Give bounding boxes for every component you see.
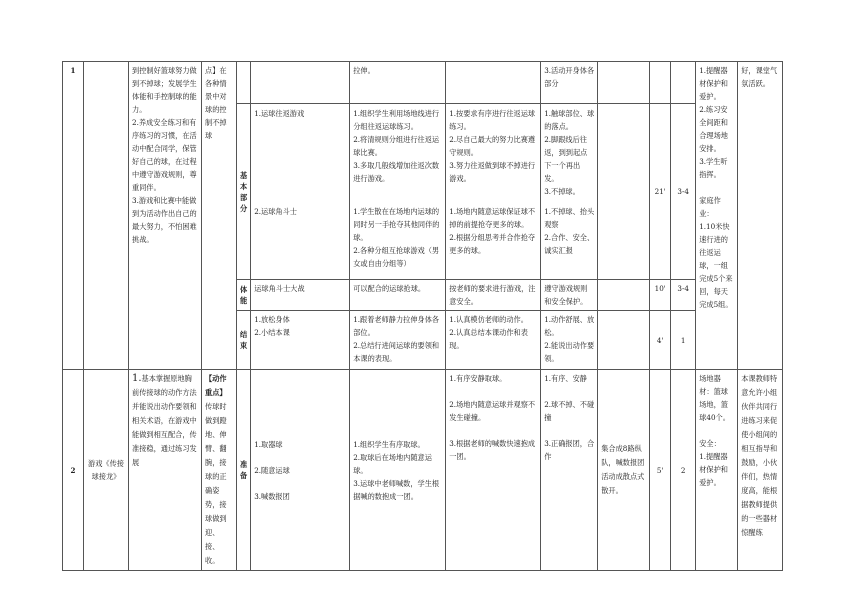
lesson-title-cell — [84, 62, 129, 370]
student-activity-top — [446, 62, 541, 104]
fitness-intensity: 3-4 — [671, 280, 696, 311]
phase-end-label: 结 束 — [237, 311, 251, 370]
basic-content-1: 1.运球往返游戏 — [254, 109, 305, 118]
basic-intensity: 3-4 — [671, 104, 696, 280]
key-point: 点】在各种情景中对球的控制不掉球 — [202, 62, 237, 370]
fitness-content: 运球角斗士大战 — [251, 280, 350, 311]
basic-req-1: 1.触球部位、球的落点。 2.脚跟线后往返，到到起点下一个再出发。 3.不掉球。 — [544, 109, 595, 196]
intensity-top — [671, 62, 696, 104]
key-point-2-label: 【动作重点】 — [205, 374, 227, 397]
phase-basic-label: 基 本 部 分 — [237, 104, 251, 280]
end-time: 4' — [650, 311, 671, 370]
prep-teacher: 1.组织学生有序取球。 2.取球后在场地内随意运球。 3.运球中老师喊数，学生根据喊的数抱成一团。 — [350, 370, 446, 571]
lesson-title-2: 游戏《传接球接龙》 — [84, 370, 129, 571]
prep-organization: 集合成8路纵队，喊数报团活动成散点式散开。 — [598, 370, 650, 571]
end-content: 1.放松身体 2.小结本课 — [251, 311, 350, 370]
phase-prep-label: 准 备 — [237, 370, 251, 571]
fitness-time: 10' — [650, 280, 671, 311]
phase-fitness-label: 体 能 — [237, 280, 251, 311]
lesson-goals-2 — [129, 370, 202, 571]
fitness-req: 遵守游戏规则和安全保护。 — [541, 280, 598, 311]
prep-intensity: 2 — [671, 370, 696, 571]
fitness-student: 按老师的要求进行游戏，注意安全。 — [446, 280, 541, 311]
end-req: 1.动作舒展、放松。 2.能说出动作要领。 — [541, 311, 598, 370]
basic-student-2: 1.场地内随意运球保证球不掉的前提抢夺更多的球。 2.根据分组思考并合作抢夺更多的球。 — [449, 207, 536, 255]
requirement-top: 3.活动开身体各部分 — [541, 62, 598, 104]
basic-req-2: 1.不掉球、抬头观察 2.合作、安全、诚实汇报 — [544, 207, 595, 255]
prep-student: 1.有序安静取球。 2.场地内随意运球并观察不发生碰撞。 3.根据老师的喊数快速抱成一团。 — [446, 370, 541, 571]
goals-2-index: 1. — [132, 373, 142, 384]
end-organization — [598, 311, 650, 370]
lesson-number-2: 2 — [63, 370, 84, 571]
prep-time: 5' — [650, 370, 671, 571]
prep-req: 1.有序、安静 2.球不掉、不碰撞 3.正确报团，合作 — [541, 370, 598, 571]
lesson-goals: 到控制好篮球努力做到不掉球；发展学生体能和手控制球的能力。 2.养成安全练习和有序练习的习惯，在活动中配合同学，保管好自己的球，在过程中遵守游戏规则，尊重同伴。 3.游戏和比赛中能做到为活动作出自己的最大努力，不怕困难挑战。 — [129, 62, 202, 370]
organization-top — [598, 62, 650, 104]
key-point-2-text: 传球时做到蹬地、伸臂、翻腕，接球的正确姿势，接球做到迎、接、收。 — [205, 402, 227, 565]
teacher-activity-top: 拉伸。 — [350, 62, 446, 104]
time-top — [650, 62, 671, 104]
basic-organization — [598, 104, 650, 280]
lesson-plan-table — [62, 61, 837, 571]
basic-time: 21' — [650, 104, 671, 280]
teaching-reflection-2: 本课教师特意允许小组伙伴共同行进练习来促使小组间的相互指导和鼓励，小伙伴们，热情度高，能根据教师提供的一些器材惊醒练 — [738, 370, 783, 571]
fitness-organization — [598, 280, 650, 311]
end-student: 1.认真模仿老师的动作。 2.认真总结本课动作和表现。 — [446, 311, 541, 370]
basic-content-2: 2.运球角斗士 — [254, 207, 297, 216]
end-intensity: 1 — [671, 311, 696, 370]
teaching-reflection: 好，课堂气氛活跃。 — [738, 62, 783, 370]
prep-content: 1.取器球 2.随意运球 3.喊数报团 — [251, 370, 350, 571]
end-teacher: 1.跟着老师静力拉伸身体各部位。 2.总结行进间运球的要领和本课的表现。 — [350, 311, 446, 370]
lesson-number: 1 — [63, 62, 84, 370]
content-cell-top — [251, 62, 350, 104]
basic-teacher-2: 1.学生散在在场地内运球的同时另一手抢夺其他同伴的球。 2.各种分组互抢球游戏（男女或自由分组等） — [353, 207, 440, 268]
key-point-2 — [202, 370, 237, 571]
fitness-teacher: 可以配合的运球抢球。 — [350, 280, 446, 311]
basic-teacher-1: 1.组织学生利用场地线进行分组往返运球练习。 2.将清规则分组进行往返运球比赛。 3.多取几般线增加往返次数进行游戏。 — [353, 109, 440, 183]
teaching-notes-2: 场地器材：篮球场地，篮球40个。 安全： 1.提醒器材保护和爱护。 — [696, 370, 738, 571]
goals-2-text: 基本掌握原地胸前传接球的动作方法并能说出动作要领和相关术语，在游戏中能做到相互配合，传准接稳，通过练习发展 — [132, 374, 197, 467]
teaching-notes: 1.提醒器材保护和爱护。 2.练习安全间距和合理场地安排。 3.学生听指挥。 家庭作业： 1.10米快速行进的往返运球，一组完成5个来回，每天完成5组。 — [696, 62, 738, 370]
basic-student-1: 1.按要求有序进行往返运球练习。 2.尽自己最大的努力比赛遵守规则。 3.努力往返做到球不掉进行游戏。 — [449, 109, 536, 183]
phase-cell-top — [237, 62, 251, 104]
